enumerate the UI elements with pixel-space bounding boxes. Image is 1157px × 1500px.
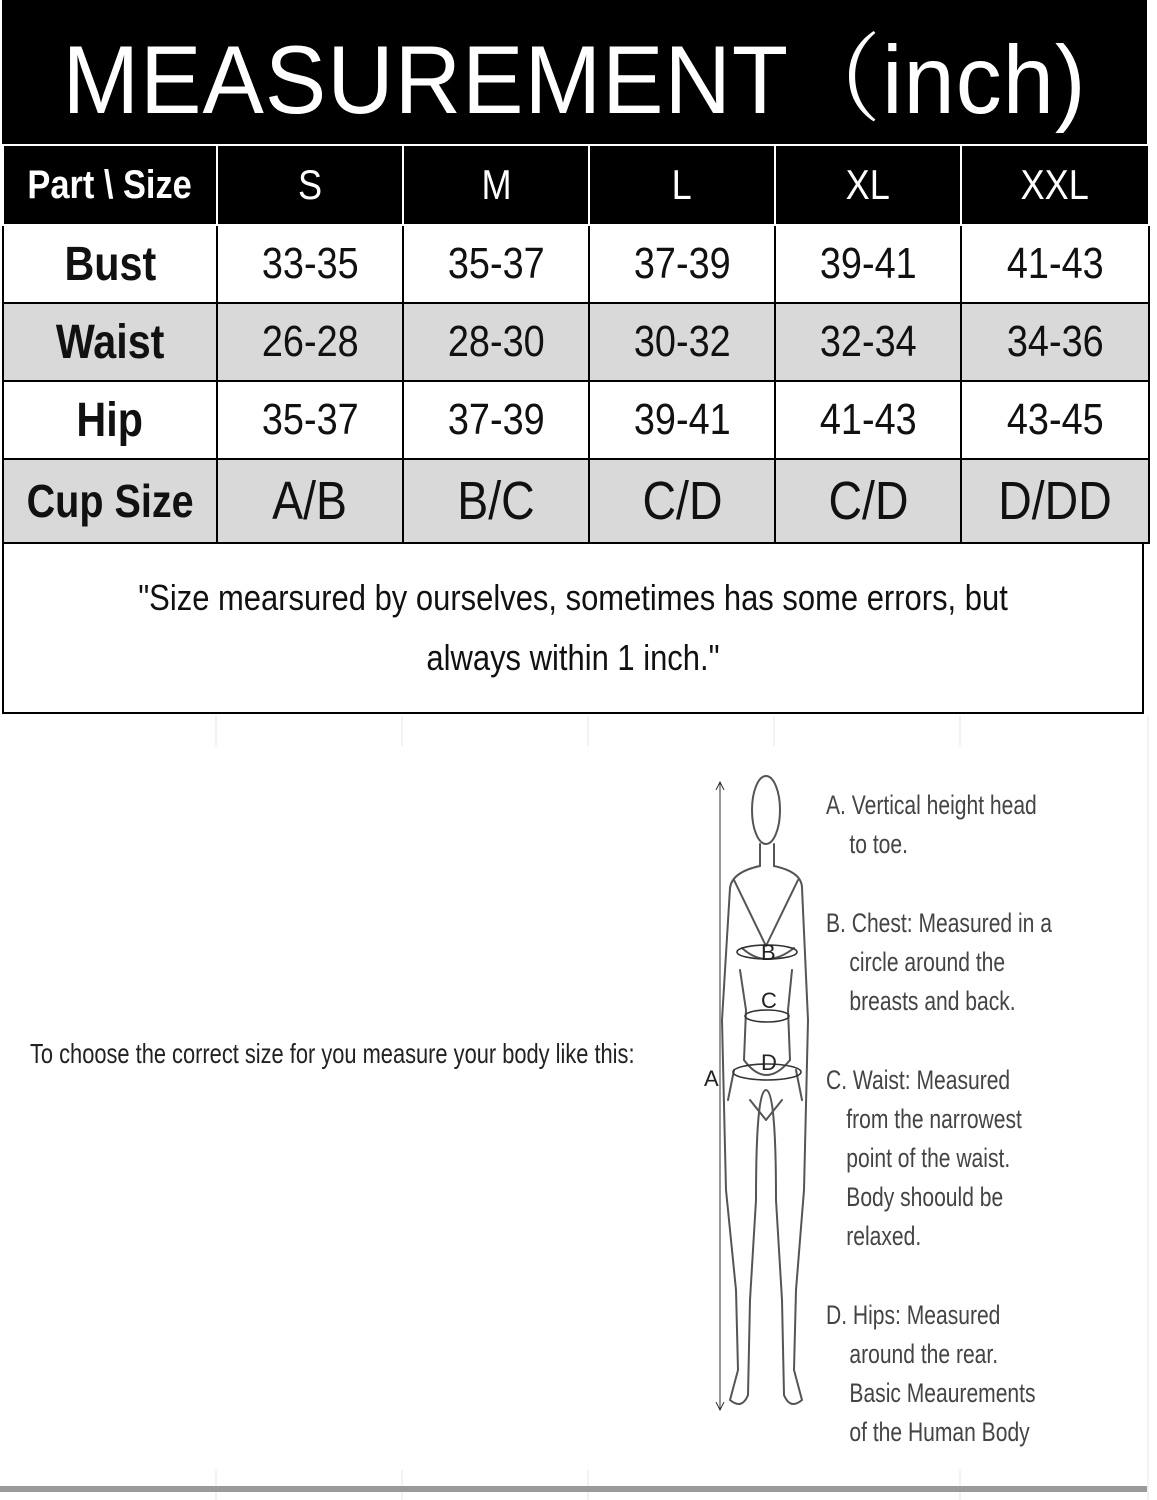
note-chest: B. Chest: Measured in a circle around the breasts and back. bbox=[826, 908, 1052, 1016]
row-label-hip: Hip bbox=[3, 381, 217, 459]
table-cell: 37-39 bbox=[589, 225, 775, 303]
size-header-l: L bbox=[589, 145, 775, 225]
table-row-hip bbox=[3, 381, 1149, 459]
size-header-m: M bbox=[403, 145, 589, 225]
size-header-xxl: XXL bbox=[961, 145, 1149, 225]
row-label-cup-size: Cup Size bbox=[3, 459, 217, 543]
corner-header: Part \ Size bbox=[3, 145, 217, 225]
table-cell: 39-41 bbox=[775, 225, 961, 303]
row-label-bust: Bust bbox=[3, 225, 217, 303]
figure-label-b: B bbox=[761, 940, 776, 965]
table-cell: D/DD bbox=[961, 459, 1149, 543]
table-cell: 43-45 bbox=[961, 381, 1149, 459]
table-cell: 41-43 bbox=[961, 225, 1149, 303]
table-cell: 28-30 bbox=[403, 303, 589, 381]
figure-label-a: A bbox=[704, 1066, 719, 1091]
table-cell: 35-37 bbox=[403, 225, 589, 303]
table-cell: C/D bbox=[589, 459, 775, 543]
figure-label-c: C bbox=[761, 988, 777, 1013]
table-cell: C/D bbox=[775, 459, 961, 543]
size-header-s: S bbox=[217, 145, 403, 225]
table-cell: 41-43 bbox=[775, 381, 961, 459]
size-chart-table bbox=[2, 144, 1150, 544]
table-cell: 32-34 bbox=[775, 303, 961, 381]
table-header-row bbox=[3, 145, 1149, 225]
measurement-notes bbox=[826, 786, 1156, 1492]
table-cell: 37-39 bbox=[403, 381, 589, 459]
table-cell: 35-37 bbox=[217, 381, 403, 459]
table-cell: 26-28 bbox=[217, 303, 403, 381]
table-cell: A/B bbox=[217, 459, 403, 543]
page-title bbox=[2, 0, 1147, 144]
table-cell: 39-41 bbox=[589, 381, 775, 459]
note-waist: C. Waist: Measured from the narrowest point of the waist. Body shoould be relaxed. bbox=[826, 1065, 1022, 1251]
row-label-waist: Waist bbox=[3, 303, 217, 381]
human-body-icon bbox=[690, 770, 820, 1450]
bottom-divider bbox=[0, 1486, 1147, 1492]
table-row-cup-size bbox=[3, 459, 1149, 543]
title-text: MEASUREMENT（inch) bbox=[62, 26, 1087, 134]
size-header-xl: XL bbox=[775, 145, 961, 225]
disclaimer-note bbox=[2, 544, 1144, 714]
note-vertical-height: A. Vertical height head to toe. bbox=[826, 790, 1037, 859]
table-row-bust bbox=[3, 225, 1149, 303]
table-cell: 33-35 bbox=[217, 225, 403, 303]
table-cell: 30-32 bbox=[589, 303, 775, 381]
disclaimer-text: "Size mearsured by ourselves, sometimes has some errors, but always within 1 inch." bbox=[138, 577, 1008, 678]
figure-label-d: D bbox=[761, 1050, 777, 1075]
table-cell: 34-36 bbox=[961, 303, 1149, 381]
measuring-instruction: To choose the correct size for you measure your body like this: bbox=[30, 1038, 635, 1069]
body-measurement-figure bbox=[690, 770, 820, 1450]
table-row-waist bbox=[3, 303, 1149, 381]
table-cell: B/C bbox=[403, 459, 589, 543]
note-hips: D. Hips: Measured around the rear. Basic Meaurements of the Human Body bbox=[826, 1300, 1036, 1447]
